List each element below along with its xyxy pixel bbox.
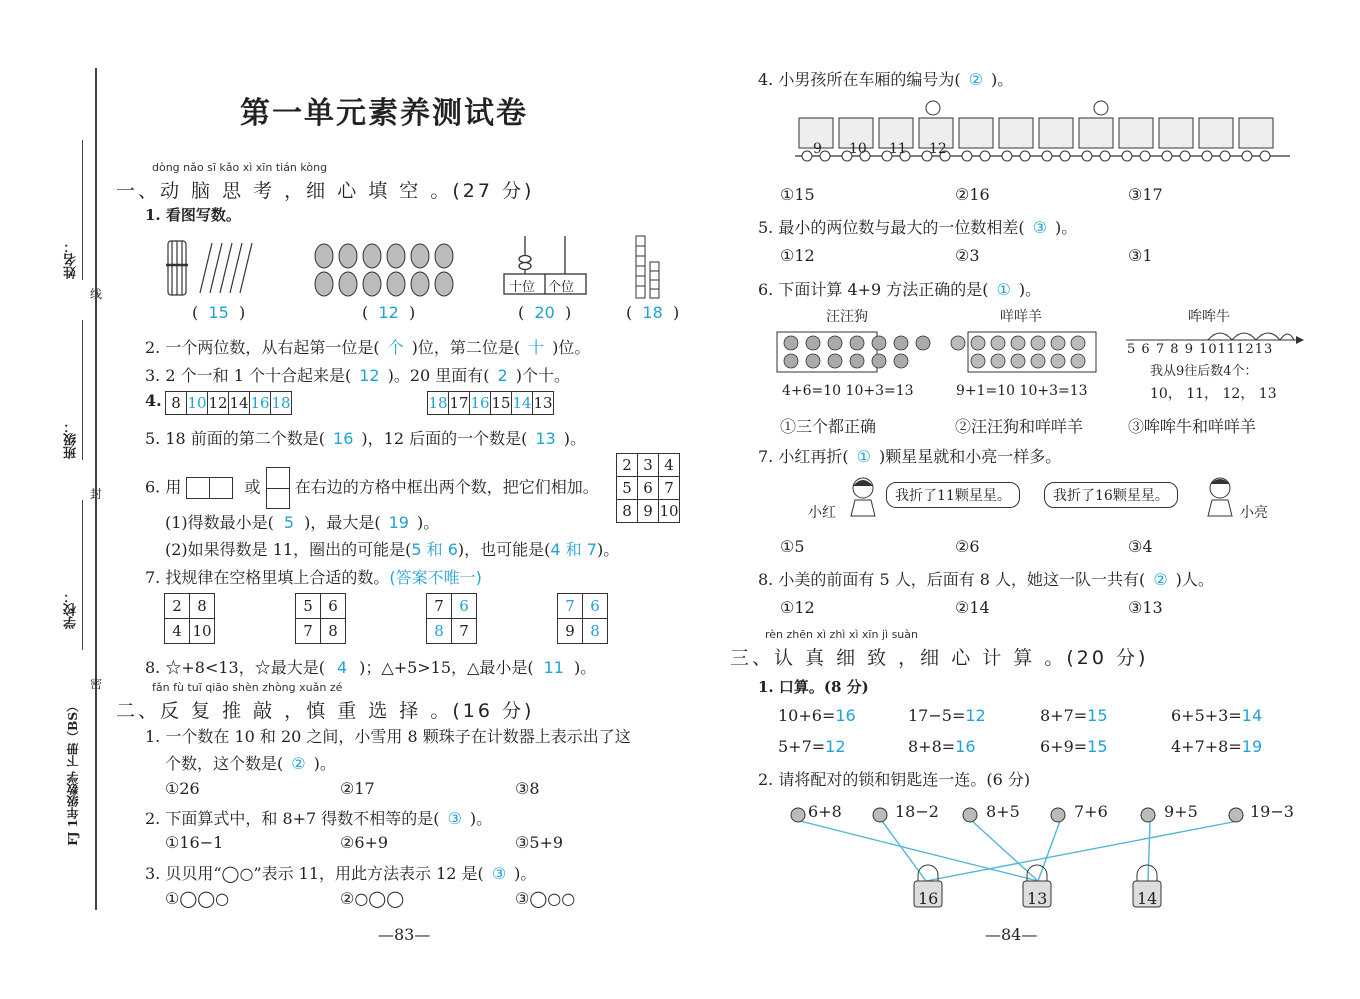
boy-speech-bubble: 我折了16颗星星。 [1044,482,1178,508]
q7-text: 7. 找规律在空格里填上合适的数。 [145,568,390,587]
q7-cell: 6 [321,594,346,619]
q8-answer-1: 4 [336,658,348,677]
q6-grid-cell: 7 [659,477,680,500]
c6-part1: 6. 下面计算 4+9 方法正确的是( [758,280,989,299]
q6-answer-max: 19 [388,513,409,532]
q5-part1: 5. 18 前面的第二个数是( [145,429,326,448]
school-blank [82,500,83,650]
cubes-picture [630,232,670,302]
q8-part1: 8. ☆+8<13，☆最大是( [145,658,325,677]
train-wheel [1140,151,1150,161]
calc-item [1171,737,1262,756]
q2-answer-1: 个 [387,338,404,357]
q6-grid-cell: 2 [617,454,638,477]
sec3-pinyin: rèn zhēn xì zhì xì xīn jì suàn [765,628,918,641]
tick: 7 [1155,342,1166,357]
q7-cell: 8 [583,619,608,644]
calc-q: 6+5+3= [1171,706,1242,725]
key-label: 19−3 [1250,802,1294,821]
q1-text: 1. 看图写数。 [145,206,241,224]
q7 [145,565,482,588]
c1-line1: 1. 一个数在 10 和 20 之间，小雪用 8 颗珠子在计数器上表示出了这 [145,727,631,746]
q1-answer-4: 18 [642,303,663,322]
q1-answer-2: 12 [378,303,399,322]
c4-part2: )。 [990,70,1014,89]
c2-answer: ③ [447,809,462,828]
page-title: 第一单元素养测试卷 [240,96,528,131]
tick: 5 [1127,342,1137,357]
c6-answer: ① [996,280,1011,299]
q1-blank-3: ( 20 ) [518,303,572,322]
calc-a: 15 [1087,706,1108,725]
key-label: 9+5 [1164,802,1198,821]
q7-cell: 8 [427,619,452,644]
train-car [1079,118,1113,148]
q4-r2-c5: 14 [512,392,533,415]
q7-cell: 8 [321,619,346,644]
q6-hbox-left [186,477,210,499]
train-wheel [1082,151,1092,161]
q6-grid-cell: 5 [617,477,638,500]
name-label: 姓名： [64,240,79,279]
c4-option-2: ②16 [955,185,990,204]
tick: 11 [1217,342,1237,357]
q7-cell: 10 [190,619,215,644]
c5 [758,215,1077,238]
c6-option-1: ①三个都正确 [780,417,877,436]
c8-part2: )人。 [1175,570,1214,589]
q4-r1-c1: 8 [166,392,187,415]
q6-answer-min: 5 [283,513,295,532]
key-label: 7+6 [1074,802,1108,821]
q7-grid-4 [557,593,608,644]
xian-label: 线 [90,287,103,301]
cow-ticks [1127,342,1273,357]
c3-option-3: ③◯○○ [515,889,576,908]
k2-text: 2. 请将配对的锁和钥匙连一连。(6 分) [758,770,1031,789]
car-number: 11 [889,141,907,157]
c8 [758,567,1214,590]
lock-label: 13 [1027,889,1048,908]
tick: 10 [1199,342,1218,357]
q7-cell: 7 [427,594,452,619]
train-car [999,118,1033,148]
train-wheel [1260,151,1270,161]
c2-part2: )。 [469,809,493,828]
c1-line2-p2: )。 [313,754,336,773]
train-car [959,118,993,148]
c1-option-3: ③8 [515,779,540,798]
train-car [1199,118,1233,148]
q7-note: (答案不唯一) [389,568,482,587]
sec2-heading: 二、反 复 推 敲 ，慎 重 选 择 。(16 分) [116,700,535,722]
q3-answer-1: 12 [359,366,380,385]
train-wheel [1020,151,1030,161]
key-label: 18−2 [895,802,939,821]
c2 [145,806,492,829]
q4-r2-c3: 16 [470,392,491,415]
c5-option-1: ①12 [780,246,815,265]
train-picture [795,98,1290,170]
train-wheel [1202,151,1212,161]
lock-label: 16 [918,889,939,908]
q7-cell: 9 [558,619,583,644]
c7-part2: )颗星星就和小亮一样多。 [878,447,1062,466]
calc-item [1040,706,1108,725]
q4-r1-c6: 18 [271,392,292,415]
pineapples-picture [310,234,470,300]
c5-part2: )。 [1054,218,1078,237]
q4-r1-c3: 12 [208,392,229,415]
c6-option-2: ②汪汪狗和咩咩羊 [955,417,1084,436]
calc-q: 5+7= [778,737,826,756]
q4-r2-c1: 18 [428,392,449,415]
calc-q: 4+7+8= [1171,737,1242,756]
abacus-one-label: 个位 [548,280,575,295]
calc-a: 16 [835,706,856,725]
q8-part3: )。 [573,658,597,677]
c6-option-3: ③哞哞牛和咩咩羊 [1128,417,1257,436]
class-label: 班级： [64,420,79,459]
q1-blank-4: ( 18 ) [626,303,680,322]
boy-label: 小亮 [1240,505,1268,521]
c8-option-2: ②14 [955,598,990,617]
q6-sub1-p3: )。 [416,513,440,532]
c6 [758,277,1041,300]
q4-sequence-2 [427,391,554,415]
q6-sub2 [165,537,619,560]
q1-answer-1: 15 [208,303,229,322]
q6-sub1-p2: )，最大是( [304,513,381,532]
train-wheel [1162,151,1172,161]
calc-item [1171,706,1262,725]
q4-r2-c4: 15 [491,392,512,415]
q3-answer-2: 2 [497,366,508,385]
calc-item [908,737,976,756]
c8-part1: 8. 小美的前面有 5 人，后面有 8 人，她这一队一共有( [758,570,1146,589]
q4-r2-c6: 13 [533,392,554,415]
c4-answer: ② [968,70,983,89]
tick: 12 [1236,342,1255,357]
dog-balls-picture [775,330,935,374]
girl-speech-bubble: 我折了11颗星星。 [886,482,1020,508]
q7-cell: 5 [296,594,321,619]
q8 [145,655,596,678]
c4-option-3: ③17 [1128,185,1163,204]
c1-line2 [165,751,336,774]
c1-answer: ② [291,754,306,773]
class-blank [82,320,83,460]
school-label: 学校： [64,590,79,629]
c2-option-2: ②6+9 [340,833,389,852]
tick: 13 [1254,342,1274,357]
train-wheel [1100,151,1110,161]
c5-part1: 5. 最小的两位数与最大的一位数相差( [758,218,1025,237]
q8-answer-2: 11 [543,658,564,677]
q6-part2: 或 [244,477,261,497]
mi-label: 密 [90,677,103,691]
calc-a: 14 [1241,706,1263,725]
tick: 8 [1170,342,1180,357]
girl-avatar [845,474,881,518]
train-wheel [962,151,972,161]
c7-option-3: ③4 [1128,537,1153,556]
c2-option-1: ①16−1 [165,833,224,852]
c3-part1: 3. 贝贝用“◯○”表示 11，用此方法表示 12 是( [145,864,484,883]
car-number: 9 [813,141,822,157]
calc-item [778,737,846,756]
c3-part2: )。 [514,864,537,883]
q4-r1-c2: 10 [187,392,208,415]
page-number-right: —84— [985,925,1038,944]
q6-number-grid [616,453,680,523]
c5-option-3: ③1 [1128,246,1153,265]
tick: 9 [1184,342,1194,357]
q7-cell: 7 [558,594,583,619]
q4-r1-c5: 16 [250,392,271,415]
q2-part1: 2. 一个两位数，从右起第一位是( [145,338,380,357]
q6-grid-cell: 4 [659,454,680,477]
q6-grid-cell: 3 [638,454,659,477]
q3-part3: )个十。 [515,366,570,385]
q1-blank-2: ( 12 ) [362,303,416,322]
sec3-heading: 三、认 真 细 致 ，细 心 计 算 。(20 分) [730,647,1149,669]
q6 [145,467,599,509]
key-label: 8+5 [986,802,1020,821]
q7-cell: 2 [165,594,190,619]
c1-line2-p1: 个数，这个数是( [165,754,284,773]
q8-part2: )；△+5>15，△最小是( [359,658,534,677]
car-number: 10 [849,141,867,157]
q7-cell: 6 [583,594,608,619]
q4-sequence-1 [165,391,292,415]
c8-answer: ② [1153,570,1168,589]
q7-cell: 4 [165,619,190,644]
abacus-ten-label: 十位 [509,280,536,295]
boy-avatar [1202,474,1238,518]
train-car [1159,118,1193,148]
train-wheel [802,151,812,161]
girl-label: 小红 [808,505,836,521]
c7-option-2: ②6 [955,537,980,556]
calc-a: 12 [965,706,986,725]
sheep-apples-picture [948,330,1098,374]
train-car [1239,118,1273,148]
sec2-pinyin: fǎn fù tuī qiāo shèn zhòng xuǎn zé [152,681,343,694]
q5-part3: )。 [563,429,586,448]
c6-name-cow: 哞哞牛 [1188,309,1230,325]
train-wheel [1042,151,1052,161]
q6-grid-cell: 8 [617,500,638,523]
c3-answer: ③ [491,864,507,883]
q6-sub2-p1: (2)如果得数是 11，圈出的可能是( [165,540,412,559]
q6-grid-cell: 10 [659,500,680,523]
q7-grid-1 [164,593,215,644]
q6-sub1 [165,510,439,533]
calc-a: 19 [1241,737,1263,756]
q6-sub2-p2: )，也可能是( [457,540,551,559]
car-number: 12 [929,141,947,157]
q7-grid-2 [295,593,346,644]
q5-answer-2: 13 [535,429,556,448]
q6-grid-cell: 9 [638,500,659,523]
q4-r2-c2: 17 [449,392,470,415]
c3-option-1: ①◯◯○ [165,889,230,908]
train-wheel [1060,151,1070,161]
c6-part2: )。 [1018,280,1042,299]
book-label: FJ 1年级数学 下册（BS） [66,700,80,846]
c1-option-2: ②17 [340,779,375,798]
sheep-equation: 9+1=10 10+3=13 [956,383,1088,399]
q7-cell: 7 [296,619,321,644]
calc-item [1040,737,1108,756]
q5-part2: )，12 后面的一个数是( [361,429,528,448]
calc-q: 10+6= [778,706,836,725]
calc-item [908,706,986,725]
calc-q: 6+9= [1040,737,1088,756]
q2-part2: )位，第二位是( [411,338,521,357]
q6-vbox [266,467,290,509]
train-car [1039,118,1073,148]
c2-part1: 2. 下面算式中，和 8+7 得数不相等的是( [145,809,440,828]
c4-part1: 4. 小男孩所在车厢的编号为( [758,70,961,89]
c3 [145,861,536,884]
q6-answer-pair-1: 5 和 6 [411,540,458,559]
calc-q: 8+7= [1040,706,1088,725]
train-wheel [980,151,990,161]
calc-a: 12 [825,737,846,756]
c8-option-1: ①12 [780,598,815,617]
q7-cell: 7 [452,619,477,644]
q7-grid-3 [426,593,477,644]
q6-hbox-right [210,477,233,499]
c6-name-dog: 汪汪狗 [826,309,868,325]
page-number-left: —83— [378,925,431,944]
calc-a: 15 [1087,737,1108,756]
q4-r1-c4: 14 [229,392,250,415]
train-wheel [1242,151,1252,161]
train-wheel [1002,151,1012,161]
dog-equation: 4+6=10 10+3=13 [782,383,914,399]
c5-option-2: ②3 [955,246,980,265]
calc-q: 17−5= [908,706,966,725]
q5-answer-1: 16 [333,429,354,448]
q4-label: 4. [145,391,162,410]
q6-part1: 6. 用 [145,477,182,497]
key-label: 6+8 [808,802,842,821]
q2-answer-2: 十 [528,338,545,357]
q5 [145,426,586,449]
q6-part3: 在右边的方格中框出两个数，把它们相加。 [294,477,599,497]
c5-answer: ③ [1032,218,1047,237]
q3 [145,363,570,386]
c7-part1: 7. 小红再折( [758,447,849,466]
q2-part3: )位。 [552,338,591,357]
q6-grid-cell: 6 [638,477,659,500]
sec1-heading: 一、动 脑 思 考 ，细 心 填 空 。(27 分) [116,180,535,202]
calc-a: 16 [955,737,976,756]
cow-text-2: 10， 11， 12， 13 [1150,386,1277,402]
c7-option-1: ①5 [780,537,805,556]
train-wheel [1180,151,1190,161]
q3-part2: )。20 里面有( [387,366,490,385]
c1-option-1: ①26 [165,779,200,798]
q3-part1: 3. 2 个一和 1 个十合起来是( [145,366,352,385]
sec1-pinyin: dòng nǎo sī kǎo xì xīn tián kòng [152,161,328,174]
q1-blank-1: ( 15 ) [192,303,246,322]
feng-label: 封 [90,487,103,501]
c4 [758,67,1013,90]
lock-label: 14 [1137,889,1158,908]
train-wheel [1220,151,1230,161]
q6-sub2-p3: )。 [596,540,620,559]
name-blank [82,140,83,280]
q6-answer-pair-2: 4 和 7 [550,540,597,559]
c8-option-3: ③13 [1128,598,1163,617]
c7-answer: ① [856,447,871,466]
q2 [145,335,590,358]
calc-q: 8+8= [908,737,956,756]
c7 [758,444,1061,467]
train-car [1119,118,1153,148]
k1-text: 1. 口算。(8 分) [758,678,869,696]
train-wheel [1122,151,1132,161]
sticks-picture [160,235,280,299]
c3-option-2: ②○◯◯ [340,889,405,908]
q7-cell: 8 [190,594,215,619]
q6-sub1-p1: (1)得数最小是( [165,513,274,532]
c2-option-3: ③5+9 [515,833,564,852]
tick: 6 [1141,342,1151,357]
q7-cell: 6 [452,594,477,619]
calc-item [778,706,856,725]
q1-answer-3: 20 [534,303,555,322]
c6-name-sheep: 咩咩羊 [1000,309,1042,325]
cow-text-1: 我从9往后数4个： [1150,364,1258,379]
c4-option-1: ①15 [780,185,815,204]
